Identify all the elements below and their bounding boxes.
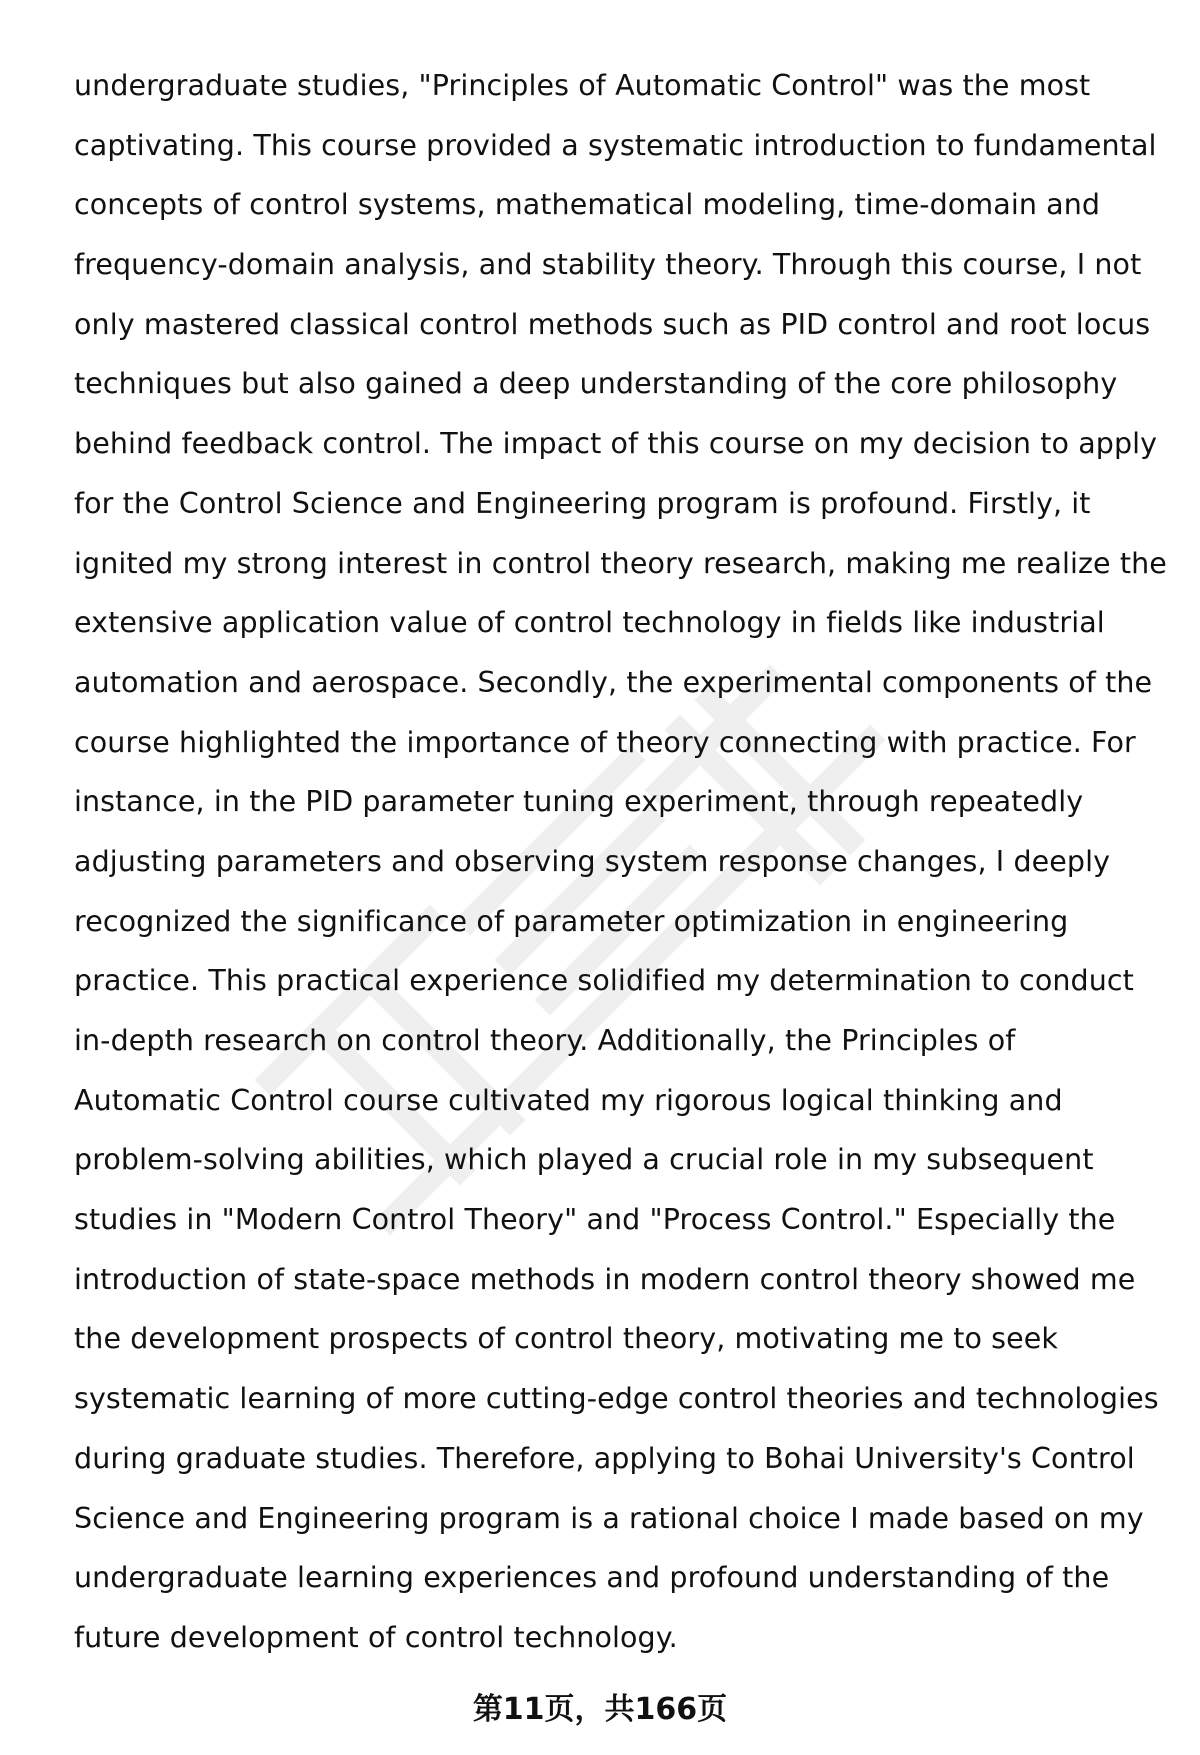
text-line: in-depth research on control theory. Additionally, the Principles of xyxy=(74,1024,1016,1057)
text-line: for the Control Science and Engineering program is profound. Firstly, it xyxy=(74,486,1091,520)
text-line: introduction of state-space methods in modern control theory showed me xyxy=(74,1262,1136,1296)
page-number: 第11页，共166页 xyxy=(472,1692,728,1727)
text-line: undergraduate studies, "Principles of Automatic Control" was the most xyxy=(74,69,1091,102)
text-line: ignited my strong interest in control theory research, making me realize the xyxy=(74,546,1167,580)
text-line: course highlighted the importance of theory connecting with practice. For xyxy=(74,725,1136,759)
text-line: Science and Engineering program is a rational choice I made based on my xyxy=(74,1501,1144,1535)
text-line: undergraduate learning experiences and profound understanding of the xyxy=(74,1561,1110,1595)
text-line: recognized the significance of parameter optimization in engineering xyxy=(74,904,1069,938)
text-line: techniques but also gained a deep understanding of the core philosophy xyxy=(74,367,1118,401)
text-line: during graduate studies. Therefore, applying to Bohai University's Control xyxy=(74,1441,1135,1475)
text-line: practice. This practical experience solidified my determination to conduct xyxy=(74,964,1134,998)
text-line: only mastered classical control methods such as PID control and root locus xyxy=(74,307,1151,341)
text-line: instance, in the PID parameter tuning experiment, through repeatedly xyxy=(74,785,1084,819)
text-line: Automatic Control course cultivated my rigorous logical thinking and xyxy=(74,1083,1063,1117)
text-line: behind feedback control. The impact of this course on my decision to apply xyxy=(74,427,1158,461)
text-line: systematic learning of more cutting-edge control theories and technologies xyxy=(74,1382,1159,1416)
body-text xyxy=(74,56,1167,1668)
text-line: studies in "Modern Control Theory" and "Process Control." Especially the xyxy=(74,1203,1116,1237)
text-line: extensive application value of control technology in fields like industrial xyxy=(74,606,1105,640)
text-line: future development of control technology. xyxy=(74,1620,678,1654)
text-line: frequency-domain analysis, and stability theory. Through this course, I not xyxy=(74,248,1142,282)
text-line: the development prospects of control theory, motivating me to seek xyxy=(74,1322,1059,1356)
text-line: concepts of control systems, mathematical modeling, time-domain and xyxy=(74,188,1101,222)
text-line: captivating. This course provided a systematic introduction to fundamental xyxy=(74,128,1157,162)
text-line: problem-solving abilities, which played a crucial role in my subsequent xyxy=(74,1143,1094,1177)
text-line: adjusting parameters and observing system response changes, I deeply xyxy=(74,844,1111,878)
text-line: automation and aerospace. Secondly, the experimental components of the xyxy=(74,665,1153,699)
